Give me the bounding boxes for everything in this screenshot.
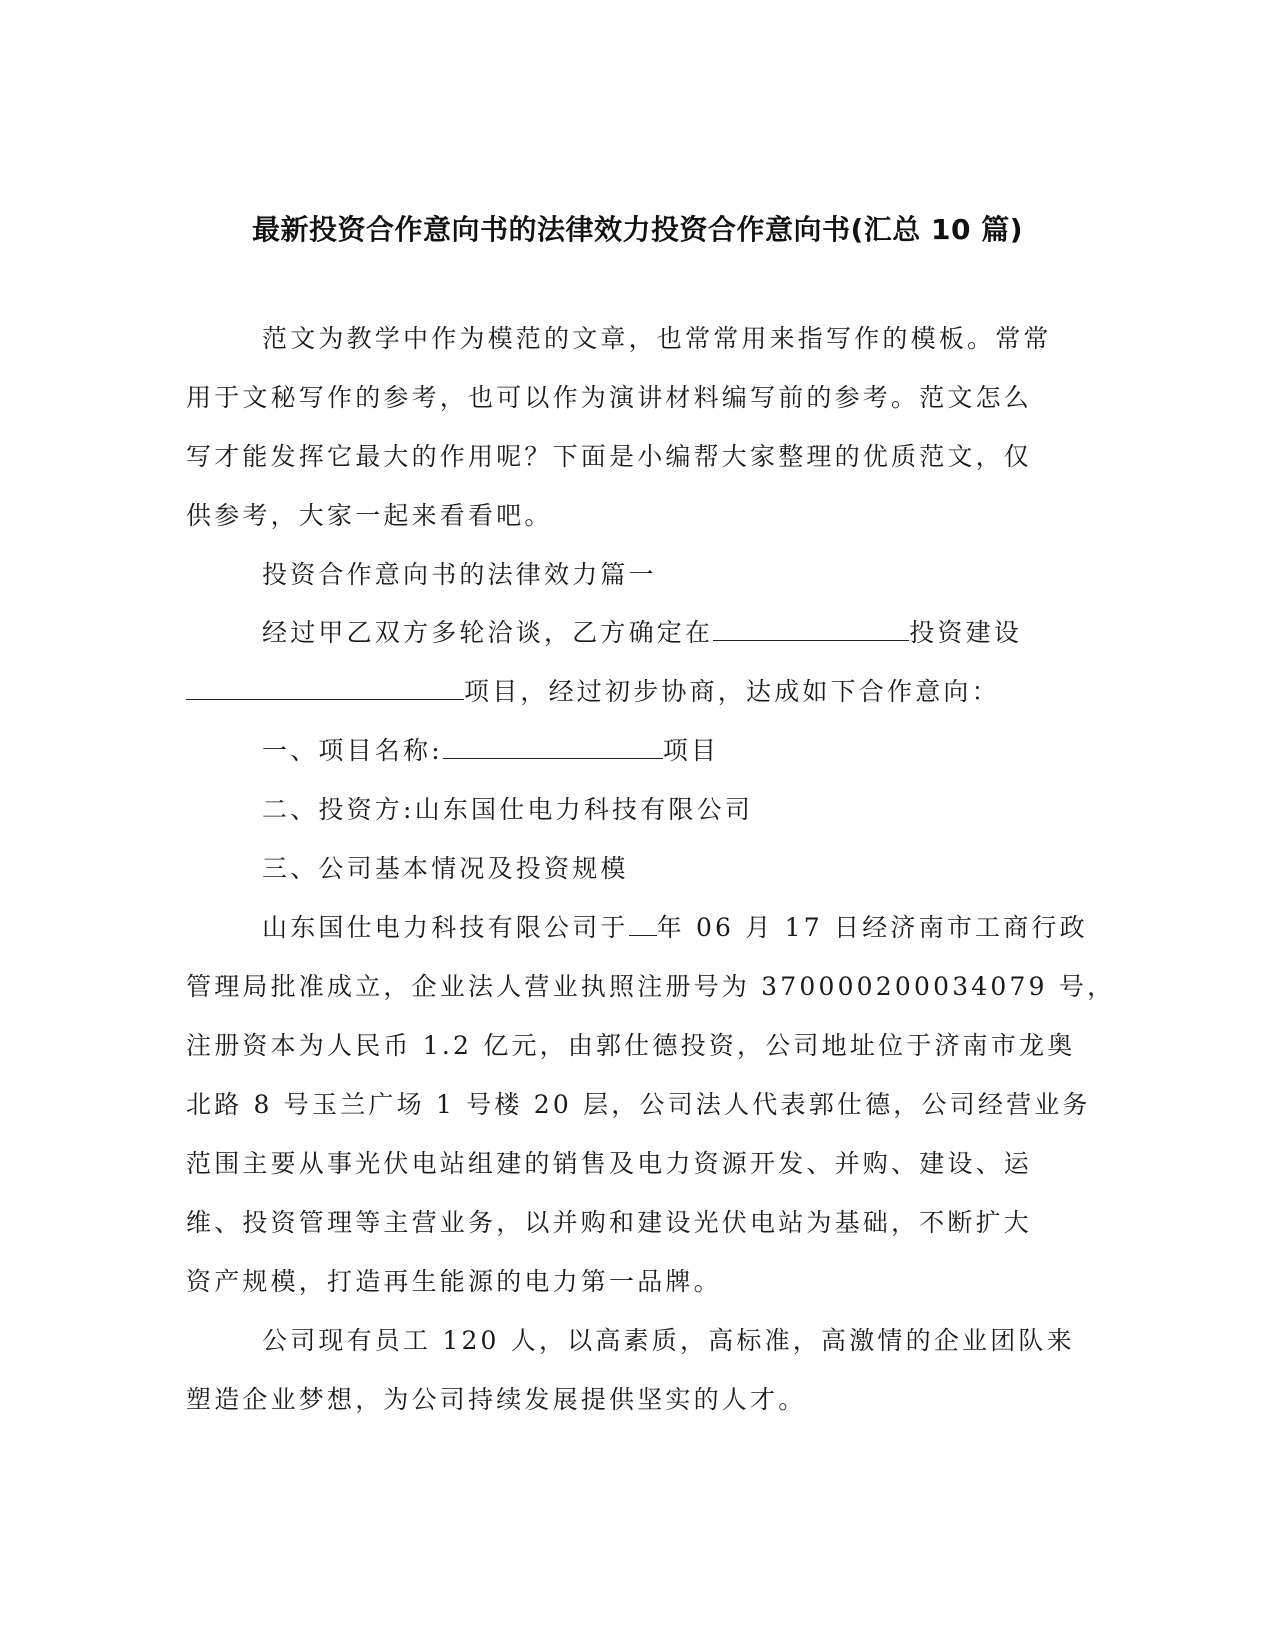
document-title: 最新投资合作意向书的法律效力投资合作意向书(汇总 10 篇) (251, 213, 1024, 246)
para2-line-5: 范围主要从事光伏电站组建的销售及电力资源开发、并购、建设、运 (186, 1149, 1033, 1178)
para2-line-2: 管理局批准成立，企业法人营业执照注册号为 370000200034079 号， (186, 972, 1116, 1001)
para2-line-6: 维、投资管理等主营业务，以并购和建设光伏电站为基础，不断扩大 (186, 1208, 1033, 1237)
para1-text-c: 项目，经过初步协商，达成如下合作意向： (464, 677, 1000, 706)
intro-line-2: 用于文秘写作的参考，也可以作为演讲材料编写前的参考。范文怎么 (186, 383, 1033, 412)
intro-line-1: 范文为教学中作为模范的文章，也常常用来指写作的模板。常常 (262, 324, 1052, 353)
item-1 (262, 734, 1162, 768)
intro-line-4: 供参考，大家一起来看看吧。 (186, 501, 553, 530)
item-2: 二、投资方:山东国仕电力科技有限公司 (262, 795, 754, 824)
para2-text-b: 年 06 月 17 日经济南市工商行政 (656, 913, 1088, 942)
para2-line-3: 注册资本为人民币 1.2 亿元，由郭仕德投资，公司地址位于济南市龙奥 (186, 1031, 1076, 1060)
para2-line-4: 北路 8 号玉兰广场 1 号楼 20 层，公司法人代表郭仕德，公司经营业务 (186, 1090, 1091, 1119)
item1-label: 一、项目名称: (262, 736, 443, 765)
intro-line-3: 写才能发挥它最大的作用呢？下面是小编帮大家整理的优质范文，仅 (186, 442, 1033, 471)
para3-line-2: 塑造企业梦想，为公司持续发展提供坚实的人才。 (186, 1385, 807, 1414)
para3-line-1: 公司现有员工 120 人，以高素质，高标准，高激情的企业团队来 (262, 1326, 1075, 1355)
para1-line-1 (262, 616, 1162, 650)
project-blank (186, 675, 464, 700)
year-blank (629, 911, 657, 936)
section-heading: 投资合作意向书的法律效力篇一 (262, 560, 657, 589)
project-name-blank (443, 734, 663, 759)
para2-line-1 (262, 911, 1162, 945)
item-3: 三、公司基本情况及投资规模 (262, 854, 629, 883)
para2-text-a: 山东国仕电力科技有限公司于 (262, 913, 629, 942)
para1-text-a: 经过甲乙双方多轮洽谈，乙方确定在 (262, 618, 714, 647)
item1-suffix: 项目 (662, 736, 720, 765)
para1-line-2 (186, 675, 1086, 709)
location-blank (713, 616, 909, 641)
para1-text-b: 投资建设 (909, 618, 1023, 647)
para2-line-7: 资产规模，打造再生能源的电力第一品牌。 (186, 1267, 722, 1296)
